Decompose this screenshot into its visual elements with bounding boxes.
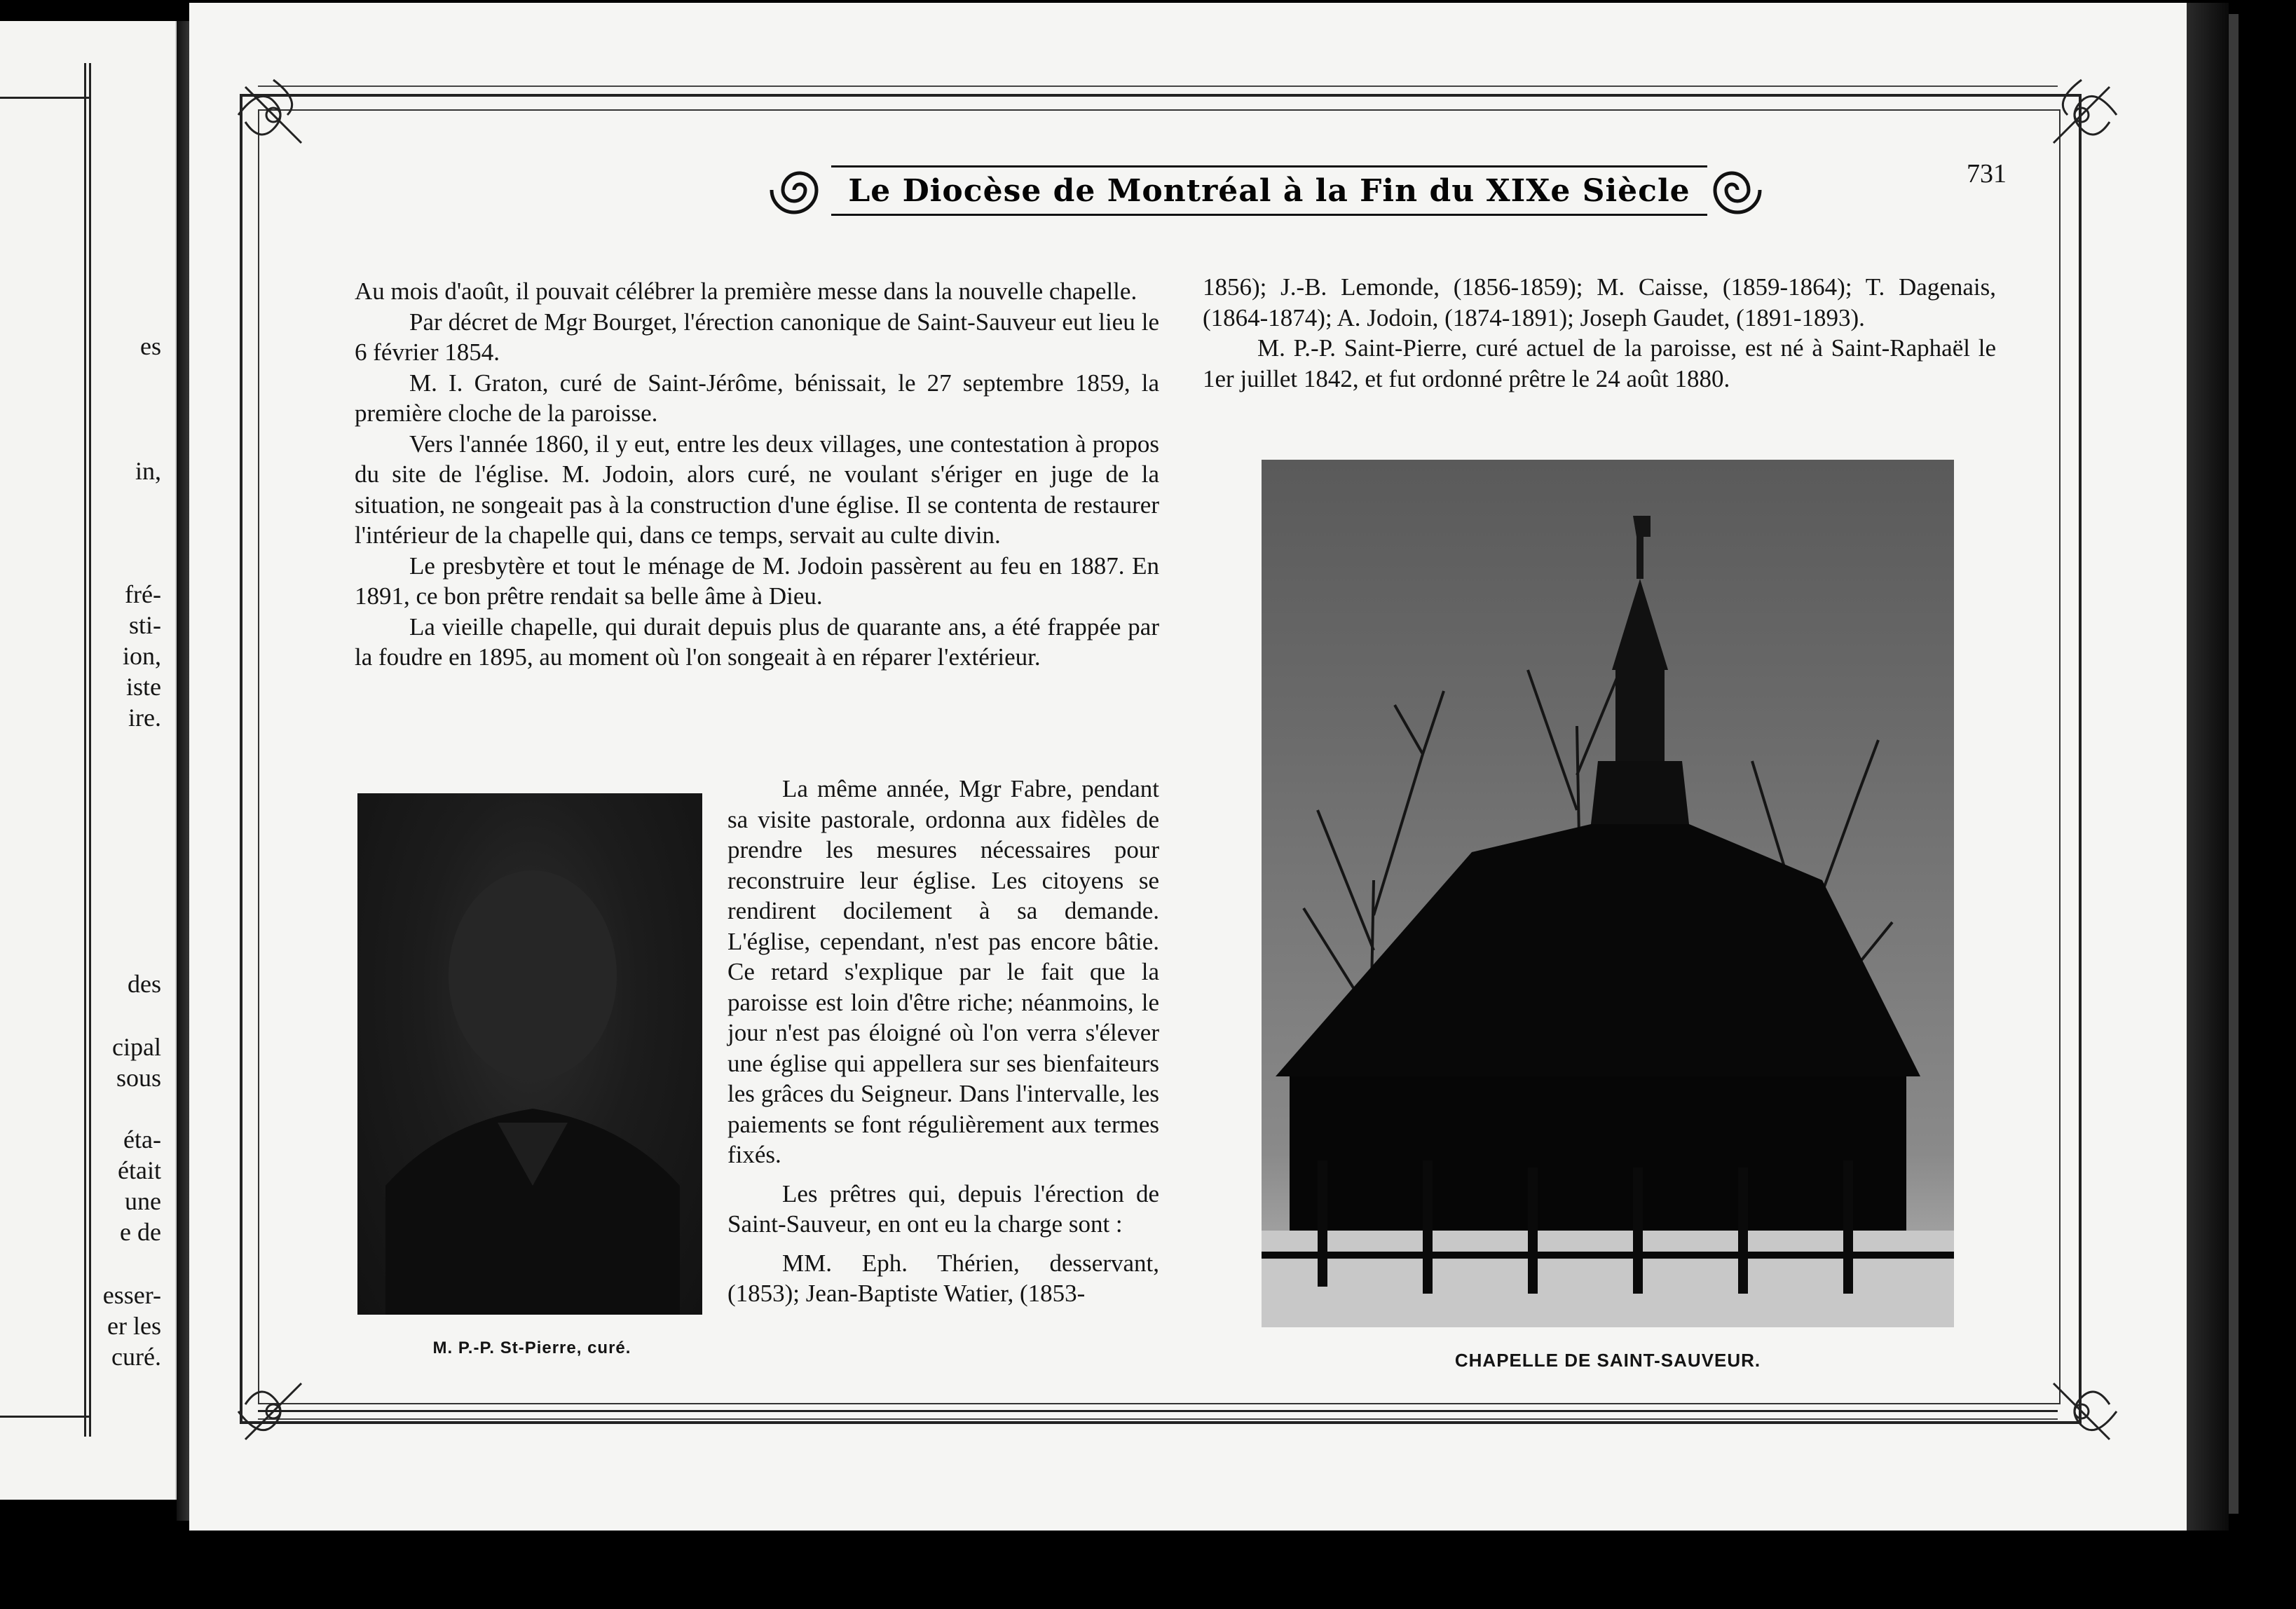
bottom-rule-inner	[258, 1418, 2058, 1420]
previous-page	[0, 21, 182, 1500]
previous-page-fragment: des	[128, 970, 161, 998]
previous-page-fragment: sti-	[128, 611, 161, 639]
paragraph: M. I. Graton, curé de Saint-Jérôme, bénissait, le 27 septembre 1859, la première cloche de la paroisse.	[355, 369, 1159, 427]
corner-ornament-icon	[231, 73, 315, 157]
paragraph: M. P.-P. Saint-Pierre, curé actuel de la paroisse, est né à Saint-Raphaël le 1er juillet 1842, et fut ordonné prêtre le 24 août 1880.	[1203, 334, 1996, 392]
paragraph: Les prêtres qui, depuis l'érection de Saint-Sauveur, en ont eu la charge sont :	[727, 1179, 1159, 1238]
previous-page-fragment: sous	[116, 1064, 161, 1092]
book-edge-strip	[2229, 14, 2239, 1514]
previous-page-fragment: iste	[126, 673, 161, 701]
header-bar	[831, 165, 1707, 216]
previous-page-fragment: une	[125, 1187, 161, 1215]
previous-page-fragment: cipal	[112, 1033, 161, 1061]
paragraph: Vers l'année 1860, il y eut, entre les deux villages, une contestation à propos du site de l'église. M. Jodoin, alors curé, ne voulant s'ériger en juge de la situation, ne songeait pas à la construction d'une église. Il se contenta de restaurer l'intérieur de la chapelle qui, dans ce temps, servait au culte divin.	[355, 430, 1159, 549]
corner-ornament-icon	[2039, 1369, 2124, 1453]
portrait-caption: M. P.-P. St-Pierre, curé.	[432, 1338, 631, 1357]
previous-page-border	[84, 63, 91, 1437]
previous-page-fragment: in,	[135, 457, 161, 485]
book-page	[189, 3, 2187, 1531]
paragraph: Par décret de Mgr Bourget, l'érection canonique de Saint-Sauveur eut lieu le 6 février 1854.	[355, 308, 1159, 366]
left-column	[355, 276, 1159, 673]
portrait-photo	[357, 793, 702, 1315]
book-edge	[2187, 3, 2229, 1531]
church-caption: CHAPELLE DE SAINT-SAUVEUR.	[1454, 1350, 1761, 1371]
corner-ornament-icon	[231, 1369, 315, 1453]
swirl-ornament-icon	[1700, 158, 1763, 221]
previous-page-fragment: ion,	[122, 642, 161, 670]
previous-page-fragment: e de	[120, 1218, 161, 1246]
wrap-column	[727, 774, 1159, 1309]
previous-page-bottom-rule	[0, 1416, 91, 1420]
previous-page-fragment: ire.	[128, 704, 161, 732]
running-header	[768, 158, 1763, 221]
church-photo	[1262, 460, 1954, 1327]
previous-page-top-rule	[0, 97, 91, 102]
previous-page-fragment: es	[140, 332, 161, 360]
paragraph: MM. Eph. Thérien, desservant, (1853); Jean-Baptiste Watier, (1853-	[727, 1249, 1159, 1307]
previous-page-fragment: fré-	[125, 580, 161, 608]
previous-page-fragment: er les	[107, 1312, 161, 1340]
paragraph: Le presbytère et tout le ménage de M. Jodoin passèrent au feu en 1887. En 1891, ce bon prêtre rendait sa belle âme à Dieu.	[355, 552, 1159, 610]
paragraph: La vieille chapelle, qui durait depuis plus de quarante ans, a été frappée par la foudre en 1895, au moment où l'on songeait à en réparer l'extérieur.	[355, 612, 1159, 671]
previous-page-fragment: esser-	[102, 1281, 161, 1309]
corner-ornament-icon	[2039, 73, 2124, 157]
top-rule	[258, 85, 2058, 87]
paragraph: Au mois d'août, il pouvait célébrer la première messe dans la nouvelle chapelle.	[355, 278, 1137, 305]
paragraph: 1856); J.-B. Lemonde, (1856-1859); M. Caisse, (1859-1864); T. Dagenais, (1864-1874); A. Jodoin, (1874-1891); Joseph Gaudet, (1891-1893).	[1203, 273, 1996, 331]
previous-page-fragment: éta-	[123, 1125, 161, 1153]
header-title: Le Diocèse de Montréal à la Fin du XIXe Siècle	[848, 172, 1690, 209]
swirl-ornament-icon	[768, 158, 831, 221]
paragraph: La même année, Mgr Fabre, pendant sa visite pastorale, ordonna aux fidèles de prendre les mesures nécessaires pour reconstruire leur église. Les citoyens se rendirent docilement à sa demande. L'église, cependant, n'est pas encore bâtie. Ce retard s'explique par le fait que la paroisse est loin d'être riche; néanmoins, le jour n'est pas éloigné où l'on verra s'élever une église qui appellera sur ses bienfaiteurs les grâces du Seigneur. Dans l'intervalle, les paiements se font régulièrement aux termes fixés.	[727, 775, 1159, 1168]
bottom-rule	[258, 1410, 2058, 1412]
right-column	[1203, 272, 1996, 394]
previous-page-fragment: était	[118, 1156, 161, 1184]
page-number: 731	[1967, 159, 2007, 189]
previous-page-fragment: curé.	[111, 1343, 161, 1371]
